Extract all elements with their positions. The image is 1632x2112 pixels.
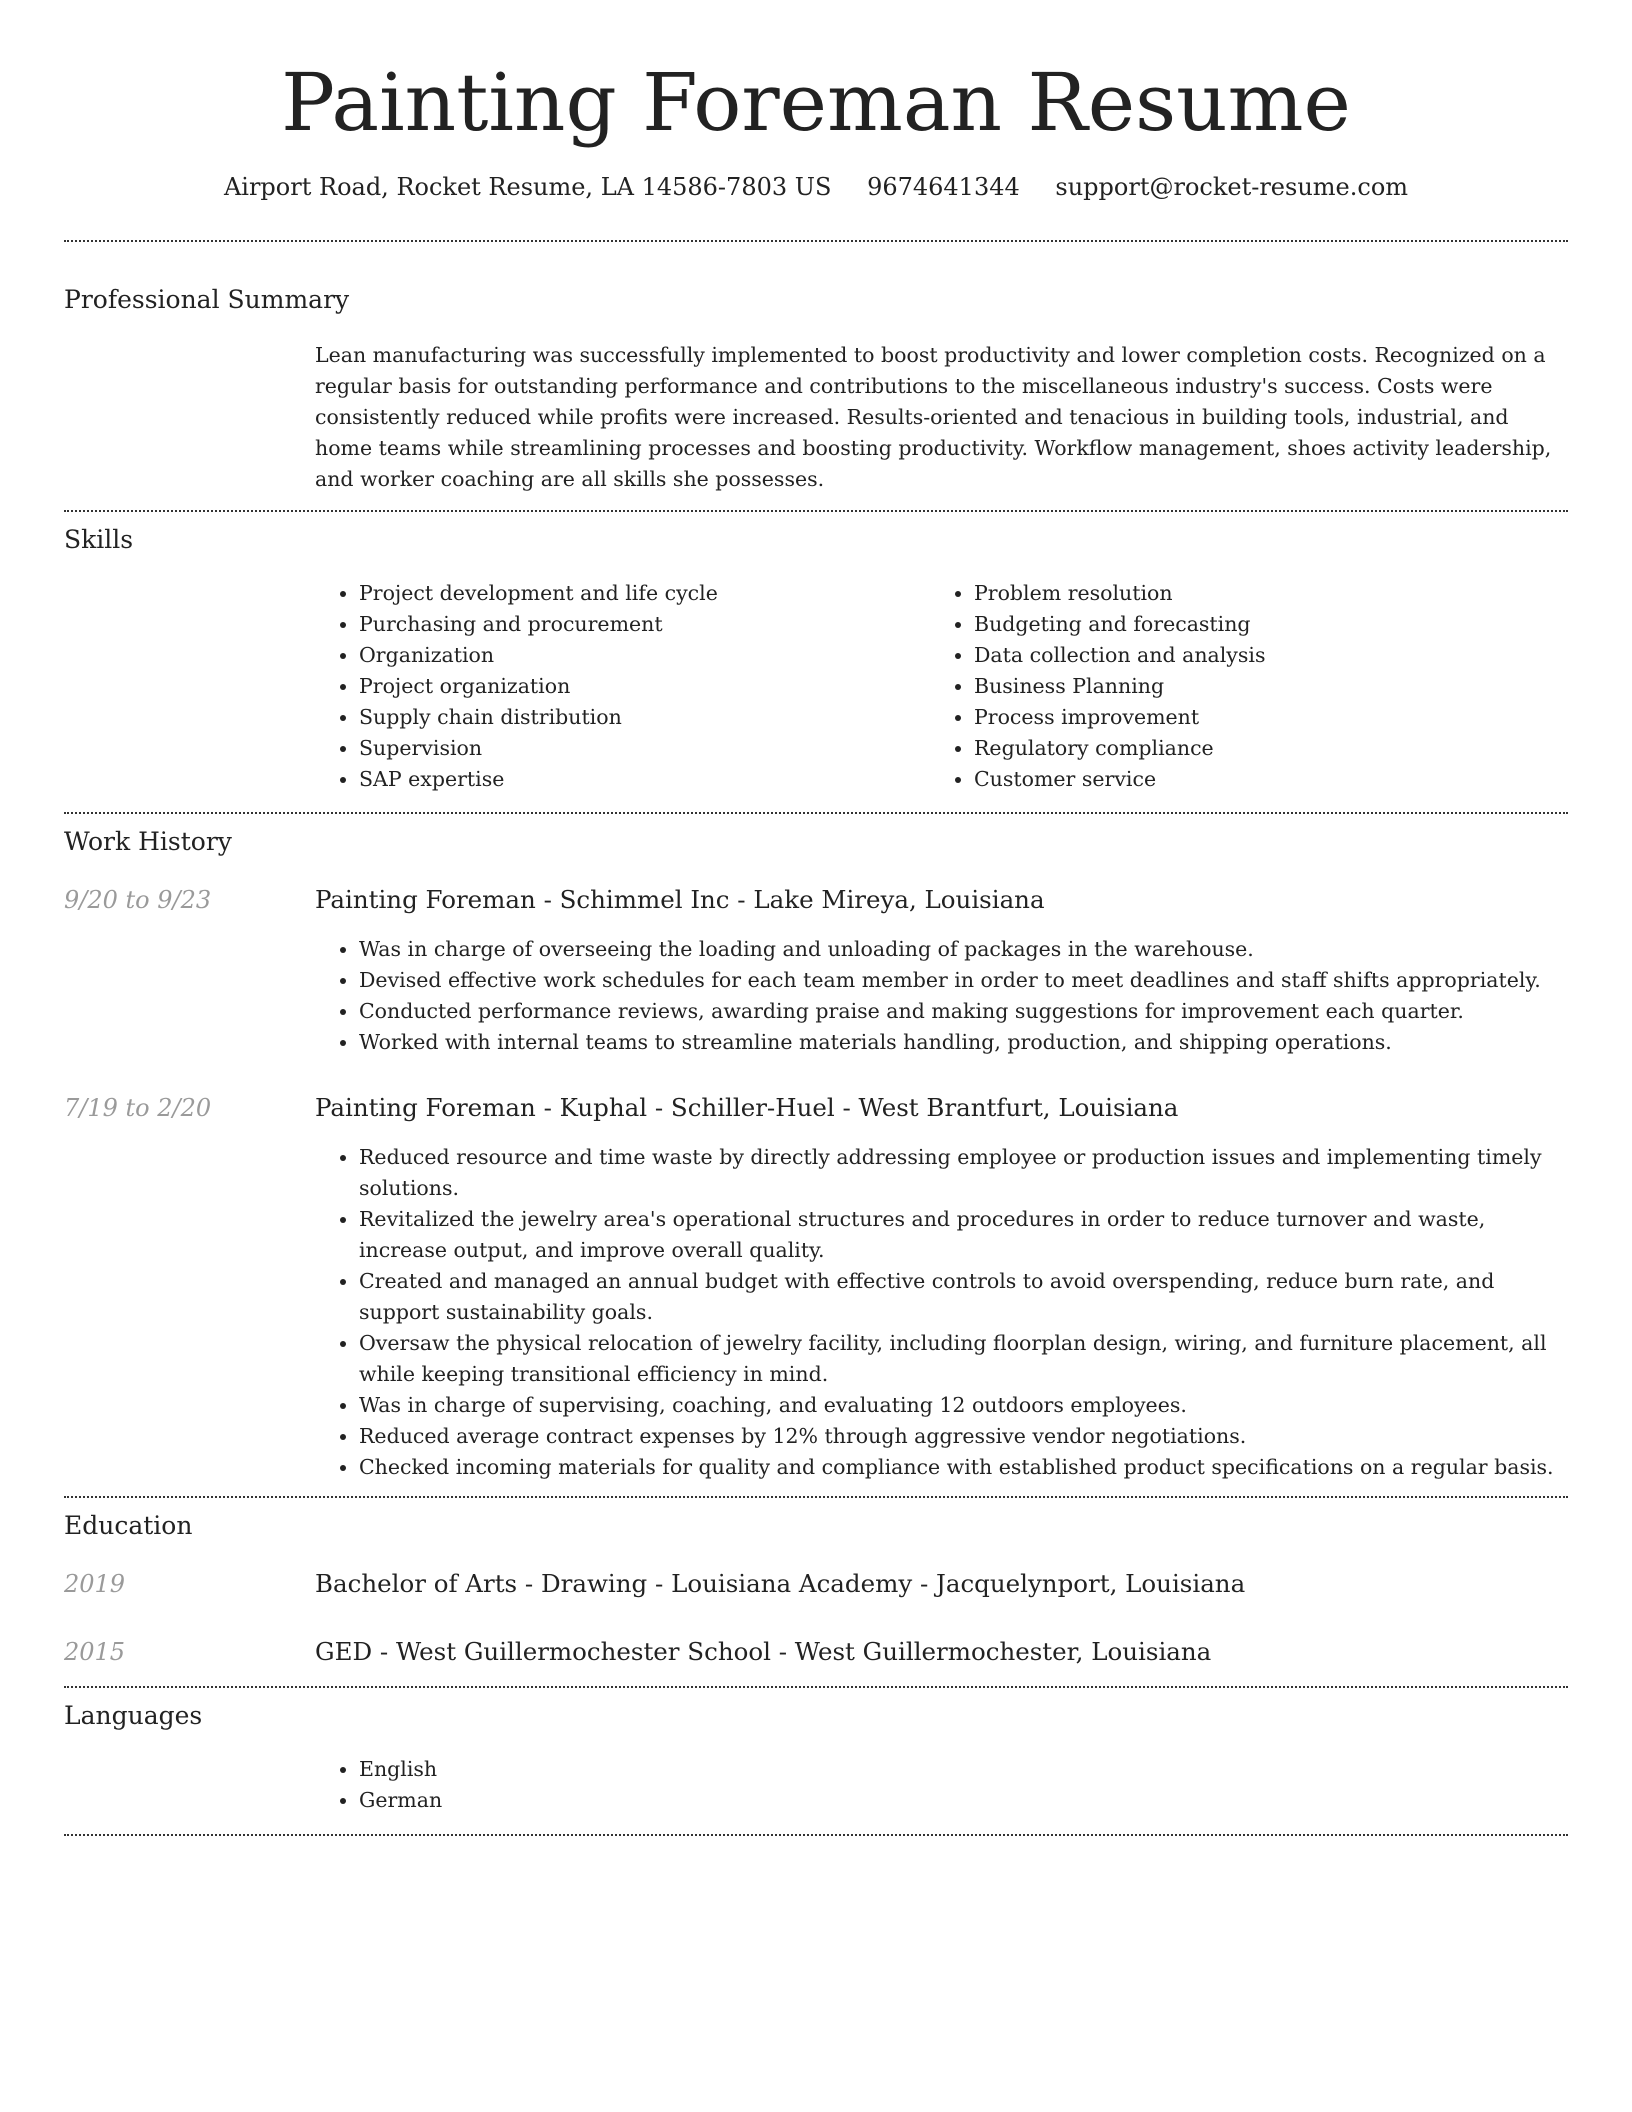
skill-item: • Project organization <box>359 671 925 702</box>
skill-item: • Supervision <box>359 733 925 764</box>
job-bullet: • Revitalized the jewelry area's operational structures and procedures in order to reduce turnover and waste, increase output, and improve overall quality. <box>359 1204 1568 1266</box>
skill-item: • Data collection and analysis <box>974 640 1568 671</box>
skill-item: • Problem resolution <box>974 578 1568 609</box>
summary-text-block <box>315 340 1568 495</box>
job-bullet-list <box>315 934 1568 1058</box>
language-item: • English <box>359 1754 1568 1785</box>
skill-item: • Customer service <box>974 764 1568 795</box>
divider <box>64 1834 1568 1836</box>
job-bullet: • Worked with internal teams to streamline materials handling, production, and shipping operations. <box>359 1027 1568 1058</box>
skill-item: • SAP expertise <box>359 764 925 795</box>
divider <box>64 510 1568 512</box>
skill-item: • Supply chain distribution <box>359 702 925 733</box>
divider <box>64 812 1568 814</box>
contact-phone: 9674641344 <box>867 173 1020 201</box>
resume-title: Painting Foreman Resume <box>281 56 1351 149</box>
divider <box>64 1496 1568 1498</box>
divider <box>64 240 1568 242</box>
skills-list-right <box>930 578 1568 795</box>
divider <box>64 1686 1568 1688</box>
section-title-education: Education <box>64 1511 193 1540</box>
job-bullet: • Reduced average contract expenses by 12% through aggressive vendor negotiations. <box>359 1421 1568 1452</box>
job-bullet: • Devised effective work schedules for each team member in order to meet deadlines and staff shifts appropriately. <box>359 965 1568 996</box>
skill-item: • Budgeting and forecasting <box>974 609 1568 640</box>
summary-text: Lean manufacturing was successfully implemented to boost productivity and lower completion costs. Recognized on a regular basis for outstanding performance and contributions to the miscellaneous industry's success. Costs were consistently reduced while profits were increased. Results-oriented and tenacious in building tools, industrial, and home teams while streamlining processes and boosting productivity. Workflow management, shoes activity leadership, and worker coaching are all skills she possesses. <box>315 343 1552 491</box>
education-entry: GED - West Guillermochester School - West Guillermochester, Louisiana <box>315 1637 1212 1666</box>
skill-item: • Process improvement <box>974 702 1568 733</box>
contact-line <box>64 168 1568 206</box>
job-bullet-list <box>315 1142 1568 1483</box>
job-bullet: • Created and managed an annual budget with effective controls to avoid overspending, reduce burn rate, and support sustainability goals. <box>359 1266 1568 1328</box>
job-bullet: • Oversaw the physical relocation of jewelry facility, including floorplan design, wiring, and furniture placement, all while keeping transitional efficiency in mind. <box>359 1328 1568 1390</box>
skill-item: • Business Planning <box>974 671 1568 702</box>
job-bullets <box>315 934 1568 1058</box>
job-dates: 7/19 to 2/20 <box>64 1094 212 1122</box>
language-item: • German <box>359 1785 1568 1816</box>
contact-email: support@rocket-resume.com <box>1055 173 1409 201</box>
education-year: 2015 <box>64 1638 126 1666</box>
job-dates: 9/20 to 9/23 <box>64 886 212 914</box>
section-title-languages: Languages <box>64 1701 203 1730</box>
education-entry: Bachelor of Arts - Drawing - Louisiana Academy - Jacquelynport, Louisiana <box>315 1569 1246 1598</box>
job-heading: Painting Foreman - Kuphal - Schiller-Huel - West Brantfurt, Louisiana <box>315 1093 1179 1122</box>
job-bullet: • Conducted performance reviews, awarding praise and making suggestions for improvement each quarter. <box>359 996 1568 1027</box>
job-heading: Painting Foreman - Schimmel Inc - Lake Mireya, Louisiana <box>315 885 1045 914</box>
skill-item: • Regulatory compliance <box>974 733 1568 764</box>
job-bullet: • Checked incoming materials for quality and compliance with established product specifications on a regular basis. <box>359 1452 1568 1483</box>
job-bullet: • Was in charge of overseeing the loading and unloading of packages in the warehouse. <box>359 934 1568 965</box>
job-bullet: • Reduced resource and time waste by directly addressing employee or production issues and implementing timely solutions. <box>359 1142 1568 1204</box>
contact-address: Airport Road, Rocket Resume, LA 14586-7803 US <box>223 173 832 201</box>
skills-column-right <box>930 578 1568 795</box>
section-title-skills: Skills <box>64 525 134 554</box>
section-title-work: Work History <box>64 827 232 856</box>
skill-item: • Purchasing and procurement <box>359 609 925 640</box>
skill-item: • Organization <box>359 640 925 671</box>
education-year: 2019 <box>64 1570 126 1598</box>
languages-block <box>315 1754 1568 1816</box>
job-bullets <box>315 1142 1568 1483</box>
section-title-summary: Professional Summary <box>64 285 350 314</box>
languages-list <box>315 1754 1568 1816</box>
skill-item: • Project development and life cycle <box>359 578 925 609</box>
skills-list-left <box>315 578 925 795</box>
skills-column-left <box>315 578 925 795</box>
job-bullet: • Was in charge of supervising, coaching, and evaluating 12 outdoors employees. <box>359 1390 1568 1421</box>
